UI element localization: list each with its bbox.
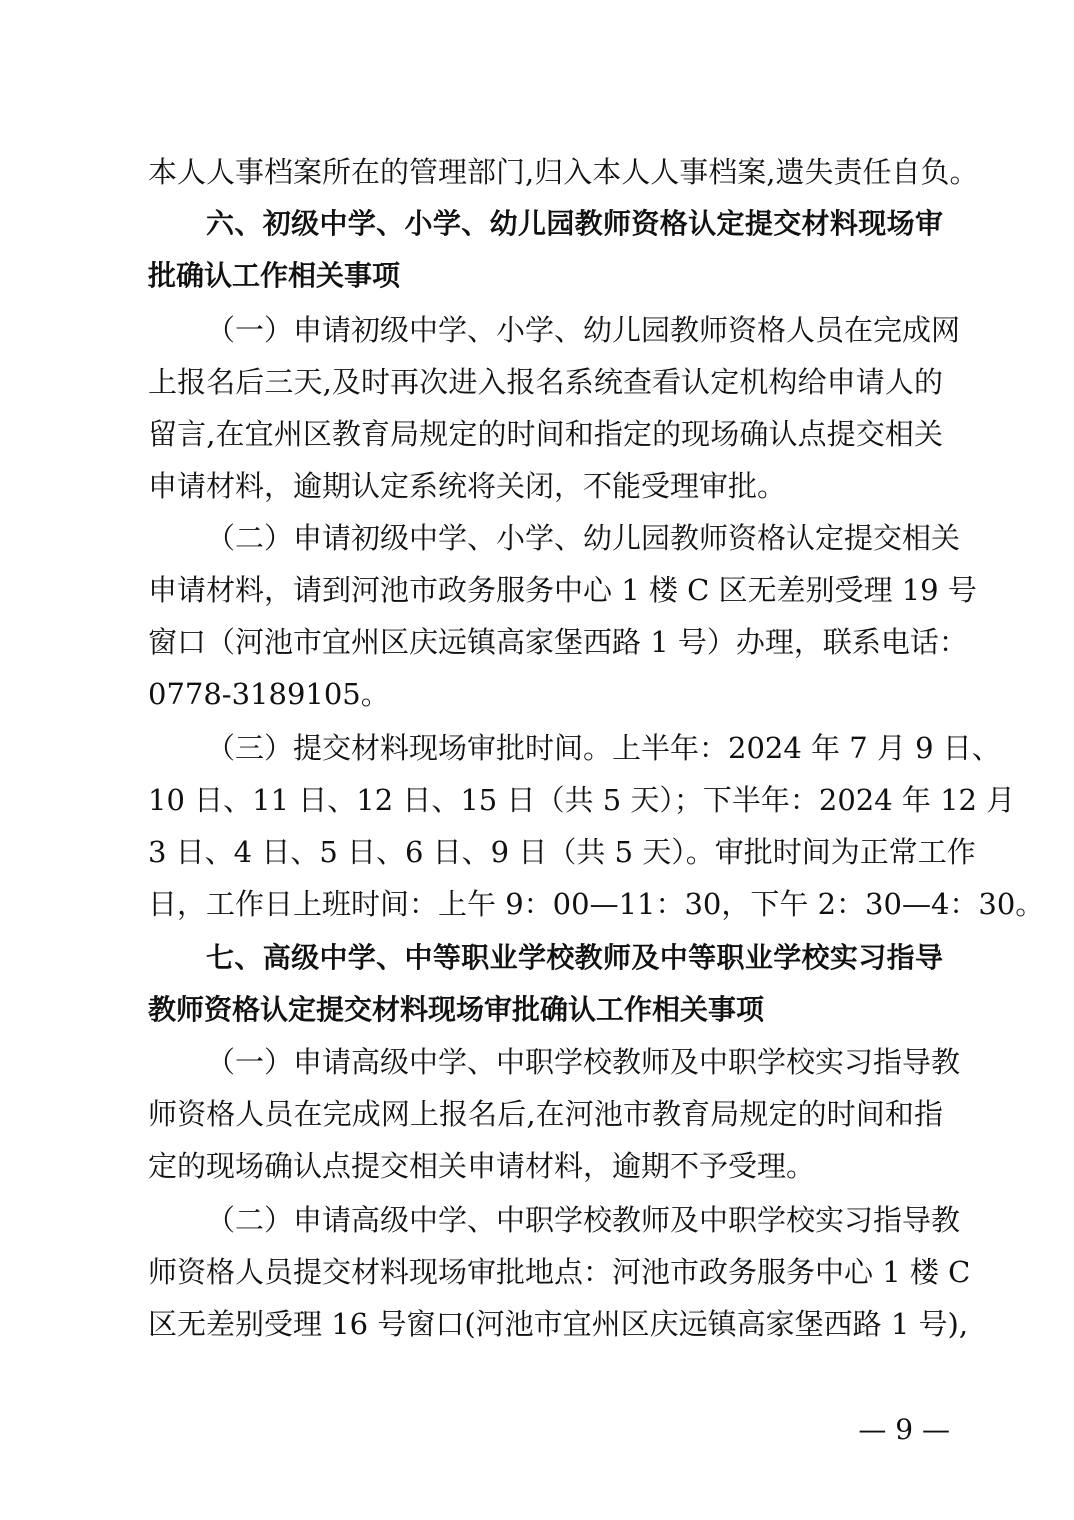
page-number: — 9 — [858, 1413, 950, 1446]
body-line: 申请材料，逾期认定系统将关闭，不能受理审批。 [148, 469, 787, 503]
body-line: （一）申请高级中学、中职学校教师及中职学校实习指导教 [206, 1045, 961, 1079]
body-line: 10 日、11 日、12 日、15 日（共 5 天）；下半年：2024 年 12 月 [148, 783, 1016, 817]
body-line: 师资格人员在完成网上报名后,在河池市教育局规定的时间和指 [148, 1097, 943, 1131]
body-line: （一）申请初级中学、小学、幼儿园教师资格人员在完成网 [206, 313, 961, 347]
section-heading-seven: 七、高级中学、中等职业学校教师及中等职业学校实习指导 [206, 941, 943, 974]
body-line: 师资格人员提交材料现场审批地点：河池市政务服务中心 1 楼 C [148, 1255, 971, 1289]
section-heading-seven-cont: 教师资格认定提交材料现场审批确认工作相关事项 [148, 993, 765, 1026]
body-line: 区无差别受理 16 号窗口(河池市宜州区庆远镇高家堡西路 1 号), [148, 1307, 969, 1341]
body-line: 窗口（河池市宜州区庆远镇高家堡西路 1 号）办理，联系电话： [148, 625, 968, 659]
body-line: （三）提交材料现场审批时间。上半年：2024 年 7 月 9 日、 [206, 731, 1001, 765]
body-line: 日，工作日上班时间：上午 9：00—11：30，下午 2：30—4：30。 [148, 887, 1045, 921]
body-line: 定的现场确认点提交相关申请材料，逾期不予受理。 [148, 1149, 816, 1183]
section-heading-six-cont: 批确认工作相关事项 [148, 259, 401, 292]
phone-number: 0778-3189105。 [148, 677, 390, 711]
body-line: 本人人事档案所在的管理部门,归入本人人事档案,遗失责任自负。 [148, 155, 979, 189]
body-line: （二）申请高级中学、中职学校教师及中职学校实习指导教 [206, 1203, 961, 1237]
body-line: （二）申请初级中学、小学、幼儿园教师资格认定提交相关 [206, 521, 961, 555]
body-line: 申请材料，请到河池市政务服务中心 1 楼 C 区无差别受理 19 号 [148, 573, 977, 607]
section-heading-six: 六、初级中学、小学、幼儿园教师资格认定提交材料现场审 [206, 207, 943, 240]
body-line: 3 日、4 日、5 日、6 日、9 日（共 5 天）。审批时间为正常工作 [148, 835, 976, 869]
body-line: 上报名后三天,及时再次进入报名系统查看认定机构给申请人的 [148, 365, 943, 399]
body-line: 留言,在宜州区教育局规定的时间和指定的现场确认点提交相关 [148, 417, 943, 451]
